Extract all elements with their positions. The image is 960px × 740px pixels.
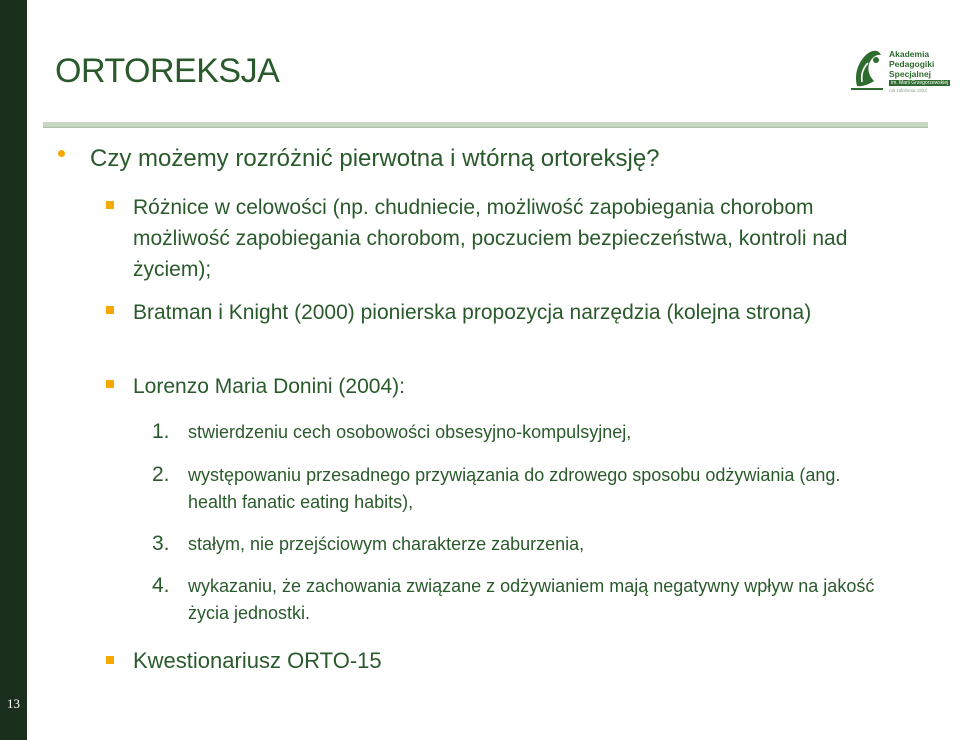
main-question: Czy możemy rozróżnić pierwotna i wtórną ortoreksję?: [90, 145, 660, 172]
bullet-item-bratman: Bratman i Knight (2000) pionierska propozycja narzędzia (kolejna strona): [133, 301, 812, 324]
bullet-square-icon: [106, 656, 114, 664]
numbered-item: występowaniu przesadnego przywiązania do zdrowego sposobu odżywiania (ang. health fanatic eating habits),: [188, 465, 841, 512]
logo-line-1: Akademia: [889, 49, 930, 59]
page-number: 13: [7, 696, 20, 711]
logo-subline: im. Marii Grzegorzewskiej: [891, 80, 949, 86]
numbered-item: stałym, nie przejściowym charakterze zaburzenia,: [188, 534, 585, 554]
bullet-item-donini: Lorenzo Maria Donini (2004):: [133, 375, 405, 398]
slide-title: ORTOREKSJA: [55, 52, 280, 90]
bullet-item-orto15: Kwestionariusz ORTO-15: [133, 648, 382, 673]
numbered-item: wykazaniu, że zachowania związane z odżywianiem mają negatywny wpływ na jakość życia jednostki.: [188, 576, 875, 623]
list-number: 2.: [152, 463, 170, 486]
logo-line-2: Pedagogiki: [889, 59, 935, 69]
logo-line-3: Specjalnej: [889, 69, 932, 79]
list-number: 1.: [152, 420, 170, 443]
numbered-item: stwierdzeniu cech osobowości obsesyjno-kompulsyjnej,: [188, 422, 632, 442]
bullet-dot-icon: [58, 150, 65, 157]
bullet-item-goals: Różnice w celowości (np. chudniecie, możliwość zapobiegania chorobom możliwość zapobiegania chorobom, poczuciem bezpieczeństwa, kontroli nad życiem);: [133, 196, 848, 281]
list-number: 3.: [152, 532, 170, 555]
list-number: 4.: [152, 574, 170, 597]
bullet-square-icon: [106, 306, 114, 314]
bullet-square-icon: [106, 380, 114, 388]
bullet-square-icon: [106, 201, 114, 209]
logo-small-text: rok założenia 1922: [889, 88, 927, 93]
